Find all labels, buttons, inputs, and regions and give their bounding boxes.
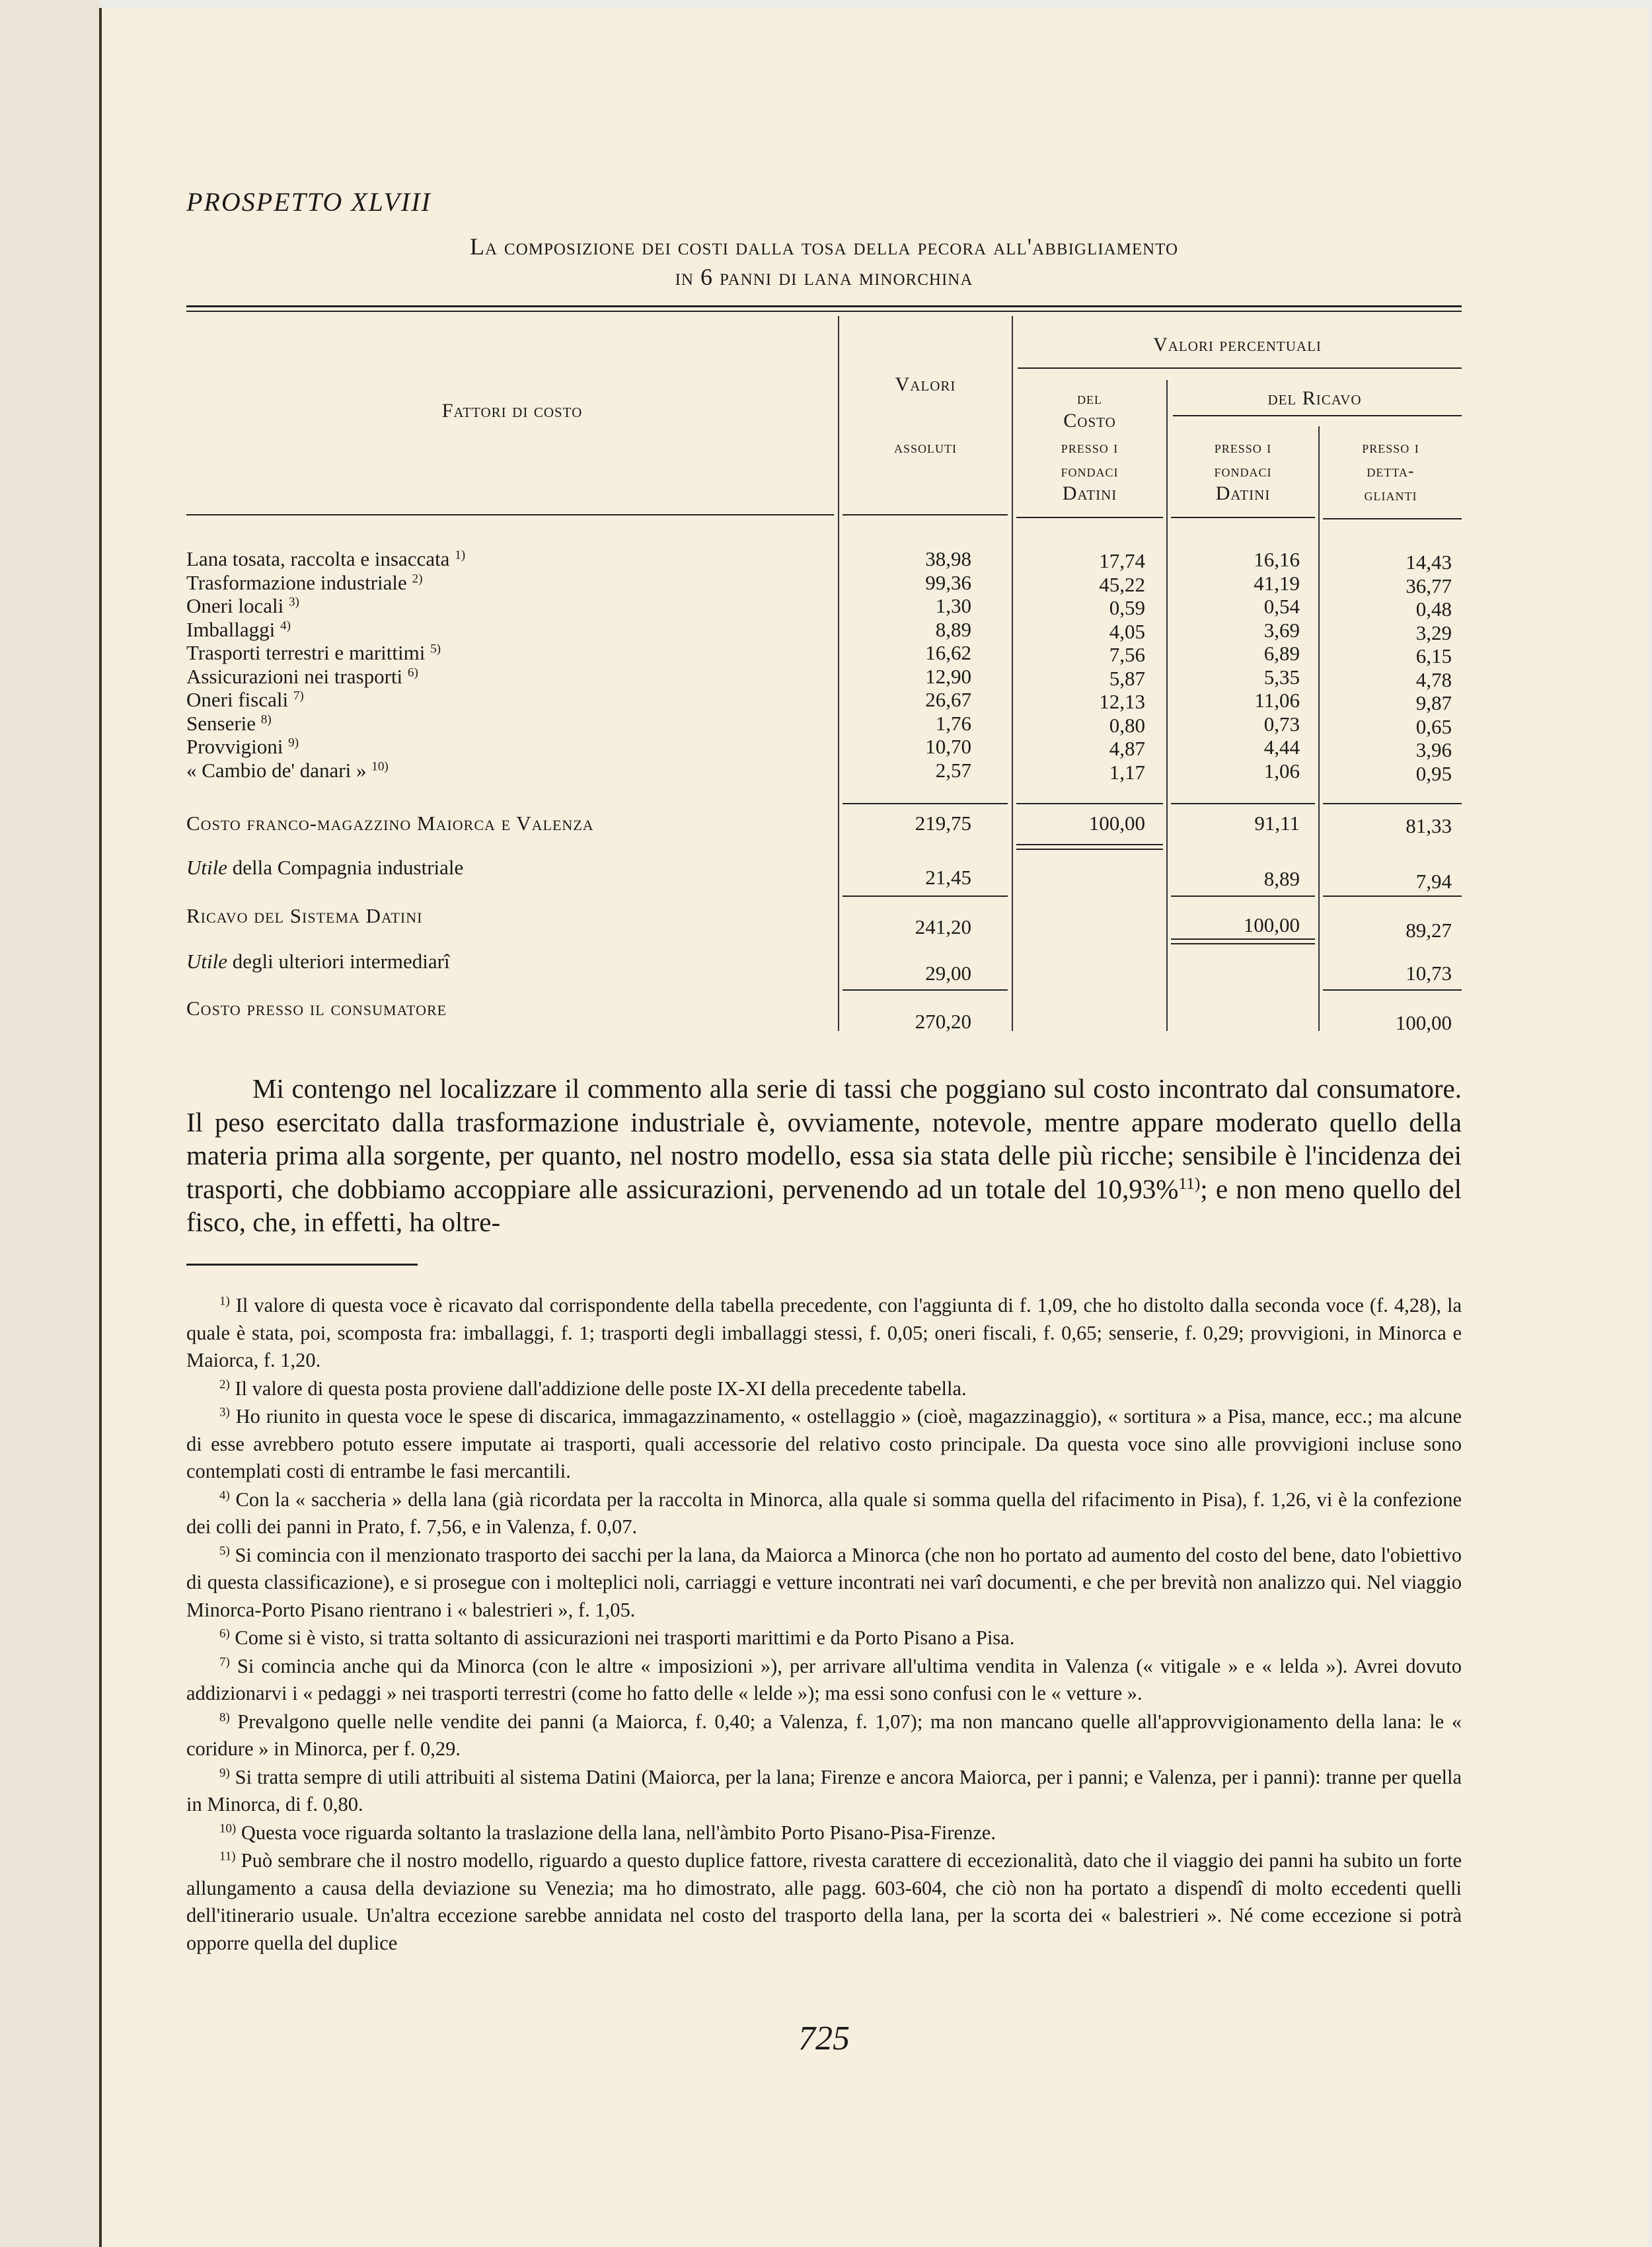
cell-ricavo-fondaci: 3,69	[1263, 618, 1300, 642]
row-label-utile-intermediari	[186, 950, 450, 973]
cell-ricavo-fondaci: 11,06	[1254, 689, 1300, 712]
footnote-mark: 8)	[219, 1710, 230, 1725]
subtotal-rule	[843, 989, 1008, 991]
cell-assoluti: 99,36	[925, 570, 971, 594]
table-row-label	[186, 665, 418, 689]
cell-assoluti: 241,20	[915, 915, 971, 938]
cell-costo: 0,59	[1109, 596, 1145, 619]
table-top-rule-2	[186, 311, 1462, 312]
footnote-ref: 8)	[260, 712, 272, 726]
footnote-text: Si comincia anche qui da Minorca (con le altre « imposizioni »), per arrivare all'ultima vendita in Valenza (« vitigale » e « lelda »). Avrei dovuto addizionarvi i « pedaggi » nei trasporti terrestri (come ho fatto delle « lelde »); ma essi sono confusi con le « vetture ».	[186, 1654, 1462, 1704]
cell-costo: 45,22	[1099, 572, 1145, 596]
row-label-costo-franco: Costo franco-magazzino Maiorca e Valenza	[186, 812, 594, 835]
total-double-rule	[1016, 844, 1163, 845]
header-fondaci: fondaci	[1061, 461, 1119, 480]
facing-page-edge	[0, 0, 99, 2247]
cell-ricavo-dettaglianti: 7,94	[1415, 870, 1452, 893]
paragraph-text-end: ; e non meno quello del fisco, che, in effetti, ha oltre-	[186, 1173, 1462, 1237]
cell-assoluti: 8,89	[935, 617, 971, 641]
footnote-mark: 7)	[219, 1655, 230, 1669]
header-del-costo: del	[1077, 389, 1102, 408]
header-del-ricavo: del Ricavo	[1267, 387, 1362, 409]
footnote-ref: 2)	[412, 571, 423, 586]
subtotal-rule	[1323, 895, 1462, 897]
row-label-text: Trasformazione industriale	[186, 570, 407, 594]
footnote	[186, 1653, 1462, 1708]
cell-assoluti: 1,30	[935, 594, 971, 617]
cell-assoluti: 10,70	[925, 735, 971, 758]
footnote-mark: 11)	[219, 1849, 236, 1864]
cell-ricavo-dettaglianti: 81,33	[1406, 814, 1452, 837]
subtotal-rule	[1016, 803, 1163, 804]
cell-ricavo-fondaci: 16,16	[1254, 548, 1300, 571]
total-double-rule	[1171, 943, 1315, 944]
footnote-text: Con la « saccheria » della lana (già ricordata per la raccolta in Minorca, alla quale si somma quella del rifacimento in Pisa), f. 1,26, vi è la confezione dei colli dei panni in Prato, f. 7,56, e in Valenza, f. 0,07.	[186, 1488, 1462, 1538]
cell-assoluti: 219,75	[915, 812, 971, 835]
header-detta: detta-	[1367, 461, 1415, 480]
cell-ricavo-dettaglianti: 3,96	[1415, 738, 1452, 761]
cell-ricavo-dettaglianti: 9,87	[1415, 691, 1452, 714]
table-title-line-1: La composizione dei costi dalla tosa della pecora all'abbigliamento	[469, 233, 1179, 260]
row-label-text: Provvigioni	[186, 735, 283, 758]
subtotal-rule	[1171, 803, 1315, 804]
utile-italic: Utile	[186, 856, 227, 879]
table-row-label	[186, 618, 291, 642]
footnote-mark: 1)	[219, 1294, 230, 1309]
cell-ricavo-fondaci: 0,73	[1263, 712, 1300, 736]
cell-ricavo-fondaci: 91,11	[1254, 812, 1300, 835]
utile-italic: Utile	[186, 950, 227, 973]
row-label-text: Imballaggi	[186, 617, 276, 641]
cell-ricavo-fondaci: 41,19	[1254, 571, 1300, 595]
footnote-mark: 4)	[219, 1488, 230, 1503]
row-label-costo-consumatore: Costo presso il consumatore	[186, 997, 447, 1020]
row-label-text: Oneri locali	[186, 594, 284, 617]
header-datini: Datini	[1062, 482, 1117, 504]
footnote	[186, 1764, 1462, 1819]
cell-ricavo-dettaglianti: 6,15	[1415, 644, 1452, 667]
cell-assoluti: 38,98	[925, 547, 971, 570]
table-top-rule	[186, 305, 1462, 307]
header-rule-percentuali	[1018, 367, 1462, 369]
header-presso-i: presso i	[1214, 438, 1272, 457]
header-presso-i: presso i	[1362, 438, 1419, 457]
footnote	[186, 1819, 1462, 1847]
cell-costo: 4,87	[1109, 737, 1145, 760]
cell-ricavo-fondaci: 1,06	[1263, 759, 1300, 782]
table-row-label	[186, 571, 423, 595]
footnote-text: Questa voce riguarda soltanto la traslazione della lana, nell'àmbito Porto Pisano-Pisa-Firenze.	[241, 1821, 996, 1844]
header-glianti: glianti	[1364, 485, 1417, 504]
footnotes	[186, 1292, 1462, 1958]
header-bottom-rule	[1323, 518, 1462, 519]
footnote-text: Il valore di questa voce è ricavato dal corrispondente della tabella precedente, con l'aggiunta di f. 1,09, che ho distolto dalla seconda voce (f. 4,28), la quale è stata, poi, scomposta fra: imballaggi, f. 1; trasporti degli imballaggi stessi, f. 0,05; oneri fiscali, f. 0,65; senserie, f. 0,29; provvigioni, in Minorca e Maiorca, f. 1,20.	[186, 1294, 1462, 1371]
cell-assoluti: 21,45	[925, 866, 971, 889]
footnote-ref: 4)	[280, 618, 291, 632]
cell-costo: 17,74	[1099, 549, 1145, 572]
footnote	[186, 1375, 1462, 1403]
table-row-label	[186, 594, 299, 618]
cell-costo: 4,05	[1109, 619, 1145, 643]
footnote	[186, 1292, 1462, 1375]
cell-assoluti: 16,62	[925, 641, 971, 664]
footnote-text: Prevalgono quelle nelle vendite dei panni (a Maiorca, f. 0,40; a Valenza, f. 1,07); ma non mancano quelle all'approvvigionamento della lana: le « coridure » in Minorca, per f. 0,29.	[186, 1710, 1462, 1760]
subtotal-rule	[843, 803, 1008, 804]
subtotal-rule	[1323, 803, 1462, 804]
cell-costo: 5,87	[1109, 666, 1145, 690]
footnote-text: Si comincia con il menzionato trasporto dei sacchi per la lana, da Maiorca a Minorca (che non ho portato ad aumento del costo del bene, dato l'obiettivo di questa classificazione), e si prosegue con i molteplici noli, carriaggi e vetture incontrati nei varî documenti, e che per brevità non analizzo qui. Nel viaggio Minorca-Porto Pisano rientrano i « balestrieri », f. 1,05.	[186, 1543, 1462, 1621]
footnote	[186, 1486, 1462, 1541]
footnote	[186, 1624, 1462, 1652]
row-label-text: Senserie	[186, 711, 256, 735]
footnote	[186, 1403, 1462, 1486]
footnote-text: Può sembrare che il nostro modello, riguardo a questo duplice fattore, rivesta carattere di eccezionalità, dato che il viaggio dei panni ha subito un forte allungamento a causa della deviazione su Venezia; ma ho dimostrato, alle pagg. 603-604, che ciò non ha portato a dispendî di molto eccedenti quelli dell'itinerario usuale. Un'altra eccezione sarebbe annidata nel costo del trasporto della lana, per la scorta dei « balestrieri ». Né come eccezione si potrà opporre quella del duplice	[186, 1849, 1462, 1954]
row-label-text: Lana tosata, raccolta e insaccata	[186, 547, 450, 570]
subtotal-rule	[1171, 895, 1315, 897]
paragraph-text: Mi contengo nel localizzare il commento alla serie di tassi che poggiano sul costo incontrato dal consumatore. Il peso esercitato dalla trasformazione industriale è, ovviamente, notevole, mentre appare moderato quello della materia prima alla sorgente, per quanto, nel nostro modello, essa sia stata delle più ricche; sensibile è l'incidenza dei trasporti, che dobbiamo accoppiare alle assicurazioni, pervenendo ad un totale del 10,93%	[186, 1073, 1462, 1204]
row-label-text: Trasporti terrestri e marittimi	[186, 641, 426, 664]
table-row-label	[186, 735, 299, 759]
footnote-mark: 10)	[219, 1821, 237, 1836]
header-bottom-rule	[843, 514, 1008, 515]
footnote-ref: 11)	[1178, 1174, 1201, 1193]
cell-ricavo-dettaglianti: 3,29	[1415, 621, 1452, 644]
footnote-text: Ho riunito in questa voce le spese di discarica, immagazzinamento, « ostellaggio » (cioè, magazzinaggio), « sortitura » a Pisa, mance, ecc.; ma alcune di esse avrebbero potuto essere imputate ai trasporti, quali accessorie del relativo costo principale. Da questa voce sino alle provvigioni incluse sono contemplati costi di entrambe le fasi mercantili.	[186, 1405, 1462, 1482]
footnote	[186, 1847, 1462, 1957]
footnote-mark: 2)	[219, 1377, 230, 1392]
row-label-text: « Cambio de' danari »	[186, 758, 367, 782]
cell-assoluti: 12,90	[925, 664, 971, 688]
label-rest: della Compagnia industriale	[227, 856, 464, 879]
cell-costo: 0,80	[1109, 713, 1145, 737]
header-costo: Costo	[1063, 410, 1116, 432]
cell-ricavo-fondaci: 100,00	[1243, 913, 1300, 936]
footnote-ref: 1)	[455, 548, 466, 562]
header-bottom-rule	[1171, 517, 1315, 518]
total-double-rule	[1171, 938, 1315, 940]
header-presso-i: presso i	[1061, 438, 1119, 457]
header-fondaci: fondaci	[1214, 461, 1272, 480]
row-label-ricavo-datini: Ricavo del Sistema Datini	[186, 904, 423, 927]
cell-ricavo-fondaci: 6,89	[1263, 642, 1300, 665]
cell-ricavo-dettaglianti: 10,73	[1406, 962, 1452, 985]
header-valori: Valori	[895, 373, 956, 395]
cell-costo: 12,13	[1099, 690, 1145, 713]
header-fattori: Fattori di costo	[441, 400, 583, 422]
cell-costo: 7,56	[1109, 643, 1145, 666]
header-bottom-rule	[1016, 517, 1163, 518]
footnote-mark: 3)	[219, 1405, 230, 1420]
cell-ricavo-dettaglianti: 100,00	[1395, 1011, 1452, 1034]
footnote-text: Si tratta sempre di utili attribuiti al sistema Datini (Maiorca, per la lana; Firenze e ancora Maiorca, per i panni; e Valenza, per i panni): tranne per quella in Minorca, di f. 0,80.	[186, 1765, 1462, 1815]
subtotal-rule	[1323, 989, 1462, 991]
footnote-text: Il valore di questa posta proviene dall'addizione delle poste IX-XI della precedente tabella.	[235, 1377, 967, 1400]
footnote	[186, 1542, 1462, 1624]
cell-assoluti: 1,76	[935, 711, 971, 735]
cell-ricavo-fondaci: 0,54	[1263, 595, 1300, 618]
cell-costo: 1,17	[1109, 760, 1145, 784]
cell-ricavo-fondaci: 5,35	[1263, 665, 1300, 689]
header-rule-ricavo	[1173, 415, 1462, 416]
header-valori-percentuali: Valori percentuali	[1153, 334, 1322, 356]
footnote-ref: 9)	[288, 736, 299, 750]
cell-ricavo-dettaglianti: 0,95	[1415, 761, 1452, 785]
row-label-text: Assicurazioni nei trasporti	[186, 664, 403, 688]
table-row-label	[186, 547, 465, 571]
footnote-ref: 3)	[288, 595, 299, 609]
table-row-label	[186, 759, 389, 782]
row-label-text: Oneri fiscali	[186, 688, 289, 711]
subtotal-rule	[843, 895, 1008, 897]
footnote-ref: 5)	[430, 642, 441, 656]
cell-ricavo-fondaci: 8,89	[1263, 867, 1300, 890]
table-title-line-2: in 6 panni di lana minorchina	[675, 264, 973, 290]
footnote-ref: 6)	[407, 665, 418, 679]
footnote-text: Come si è visto, si tratta soltanto di assicurazioni nei trasporti marittimi e da Porto Pisano a Pisa.	[235, 1626, 1015, 1649]
cell-assoluti: 2,57	[935, 758, 971, 782]
header-assoluti: assoluti	[893, 438, 957, 457]
cell-ricavo-dettaglianti: 4,78	[1415, 667, 1452, 691]
label-rest: degli ulteriori intermediarî	[227, 950, 450, 973]
table-row-label	[186, 712, 272, 736]
cell-ricavo-dettaglianti: 0,48	[1415, 597, 1452, 621]
table-row-label	[186, 688, 304, 712]
row-label-utile-compagnia	[186, 856, 463, 880]
prospetto-label: PROSPETTO XLVIII	[186, 187, 432, 217]
table-row-label	[186, 641, 441, 665]
cell-ricavo-dettaglianti: 14,43	[1406, 551, 1452, 574]
footnote-ref: 7)	[293, 689, 304, 703]
cell-ricavo-dettaglianti: 36,77	[1406, 574, 1452, 597]
header-datini: Datini	[1215, 482, 1271, 504]
footnote-mark: 5)	[219, 1544, 230, 1558]
footnote-mark: 9)	[219, 1766, 230, 1780]
cell-assoluti: 26,67	[925, 688, 971, 711]
cell-assoluti: 270,20	[915, 1010, 971, 1033]
total-double-rule	[1016, 849, 1163, 850]
cell-assoluti: 29,00	[925, 962, 971, 985]
body-paragraph	[186, 1072, 1462, 1239]
header-bottom-rule	[186, 514, 834, 515]
cell-costo: 100,00	[1088, 812, 1145, 835]
footnote-separator	[186, 1264, 418, 1266]
cell-ricavo-fondaci: 4,44	[1263, 736, 1300, 759]
cell-ricavo-dettaglianti: 89,27	[1406, 919, 1452, 942]
cell-ricavo-dettaglianti: 0,65	[1415, 714, 1452, 738]
footnote-ref: 10)	[371, 759, 389, 773]
footnote-mark: 6)	[219, 1626, 230, 1641]
footnote	[186, 1708, 1462, 1763]
page-number: 725	[798, 2020, 850, 2057]
